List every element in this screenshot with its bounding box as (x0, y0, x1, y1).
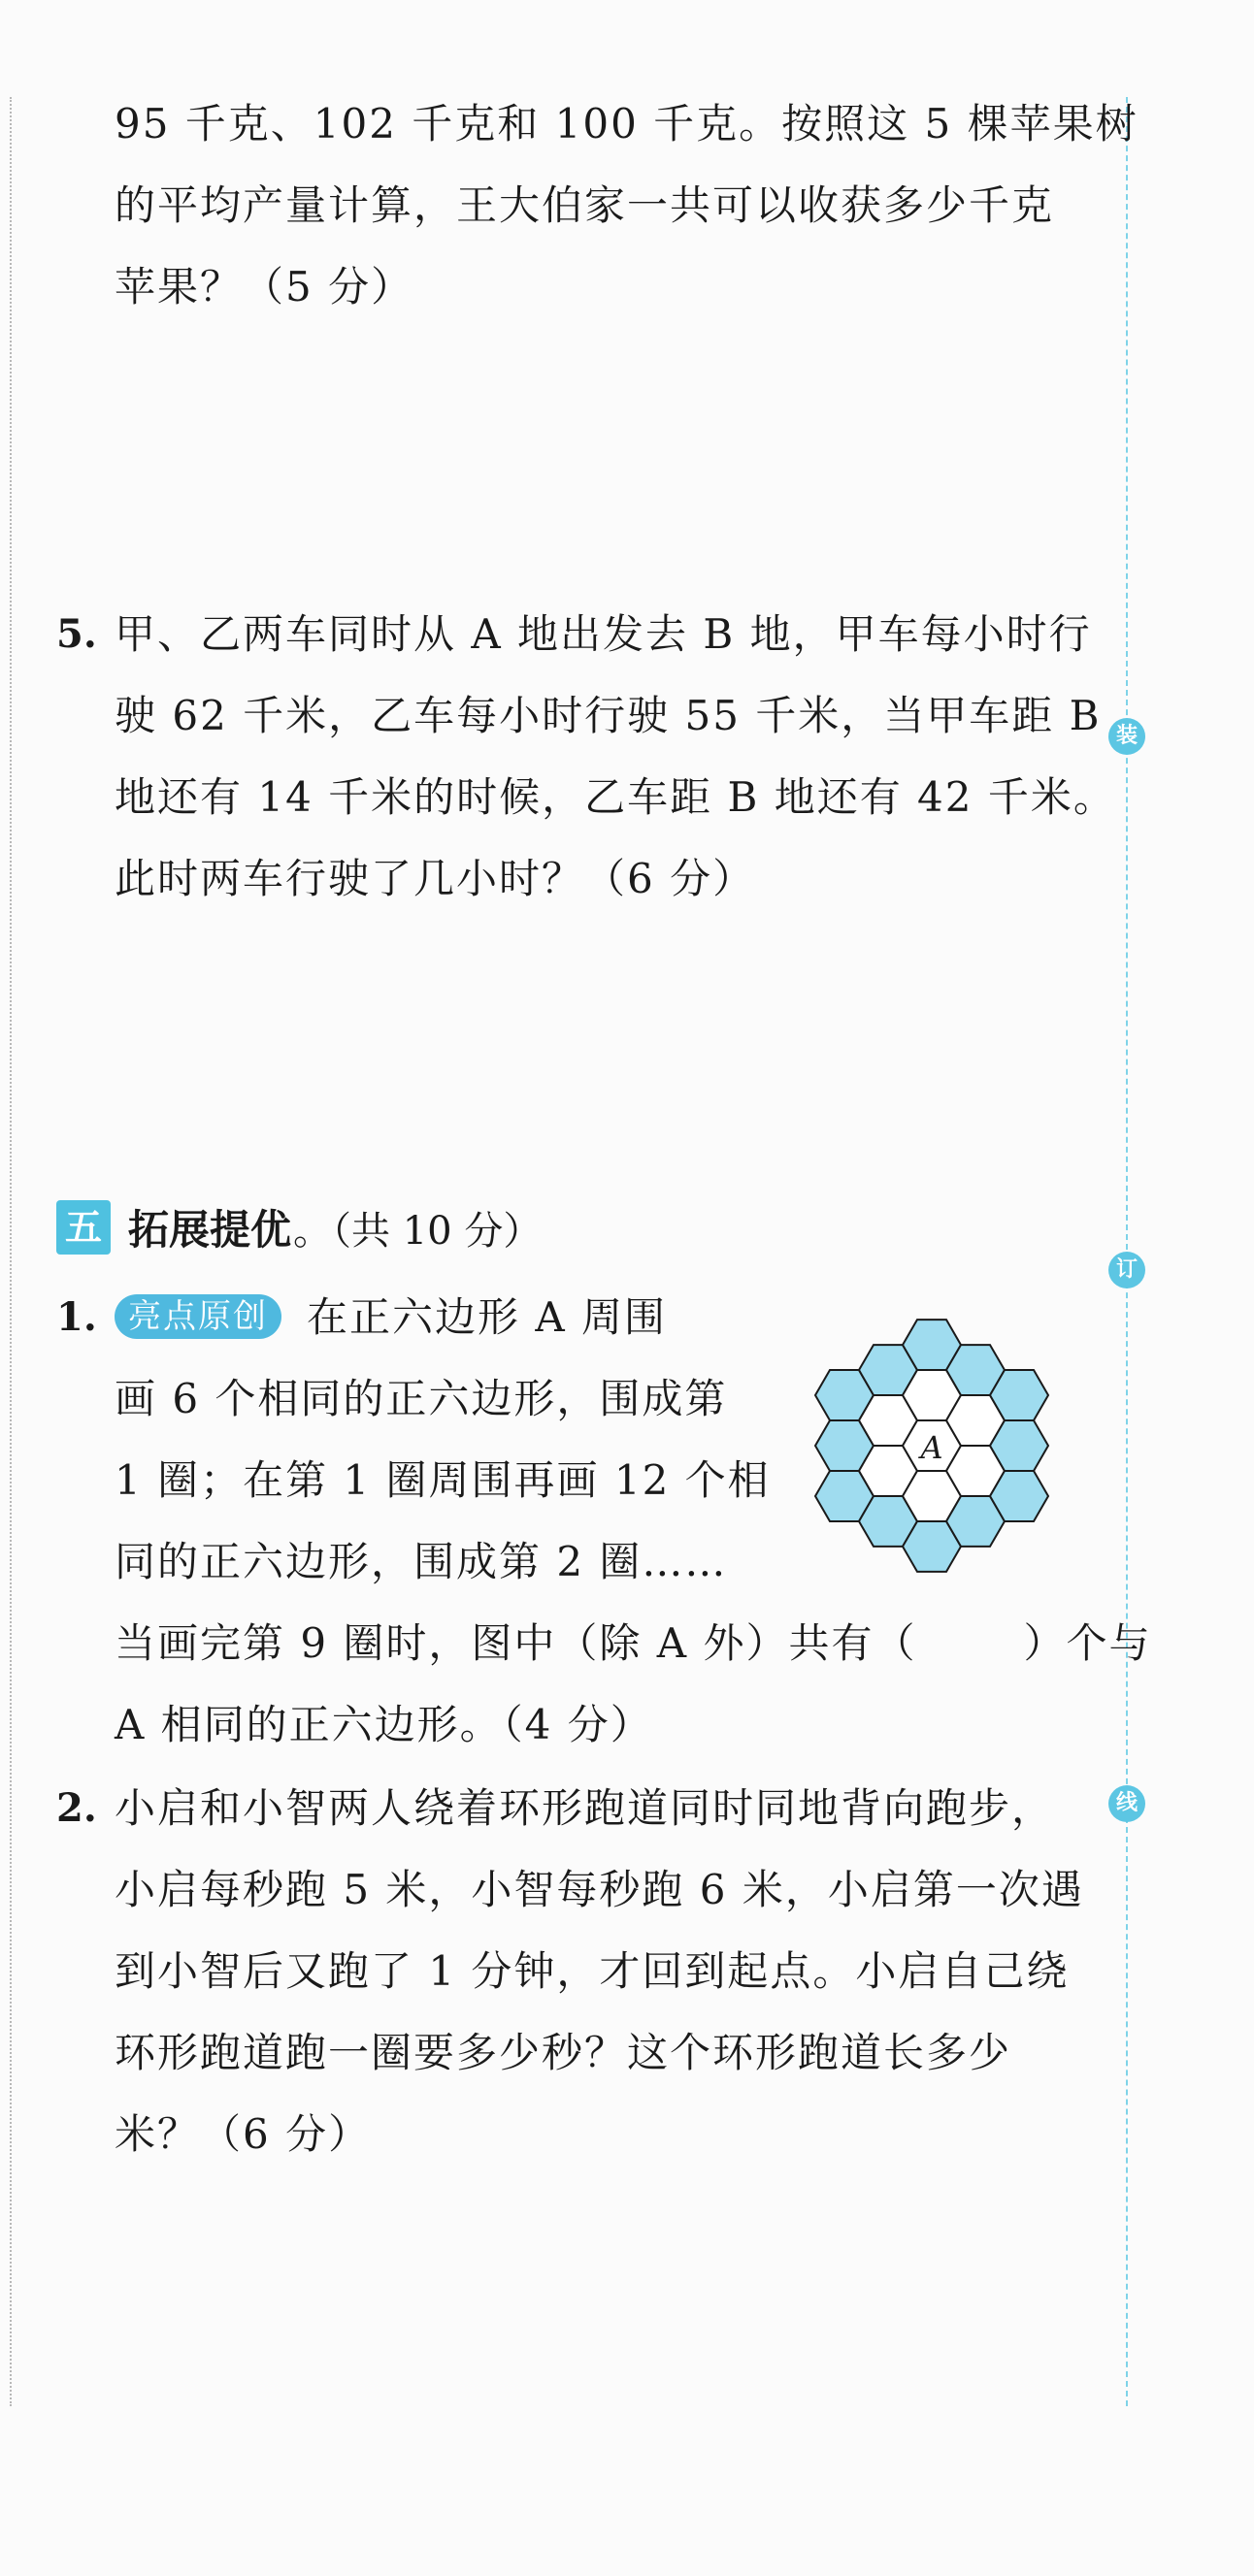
left-margin-dotted-line (10, 97, 12, 2406)
ext-question-2-number: 2. (56, 1785, 97, 1831)
ext-question-1-line-6: A 相同的正六边形。（4 分） (115, 1701, 653, 1748)
ext-question-1-line-3: 1 圈；在第 1 圈周围再画 12 个相 (115, 1456, 771, 1504)
binding-mark-ding: 订 (1108, 1252, 1145, 1288)
question-5-line-3: 地还有 14 千米的时候，乙车距 B 地还有 42 千米。 (115, 773, 1116, 821)
question-5-number: 5. (56, 611, 97, 657)
hexagon-figure (767, 1281, 1097, 1611)
question-5-line-4: 此时两车行驶了几小时？（6 分） (115, 855, 756, 902)
question-5-line-1: 甲、乙两车同时从 A 地出发去 B 地，甲车每小时行 (115, 610, 1092, 658)
section-5-badge: 五 (56, 1200, 111, 1255)
ext-question-2-line-2: 小启每秒跑 5 米，小智每秒跑 6 米，小启第一次遇 (115, 1866, 1084, 1913)
binding-mark-xian: 线 (1108, 1785, 1145, 1822)
ext-question-1-line-1-text: 在正六边形 A 周围 (307, 1293, 668, 1341)
ext-question-2-text (115, 1768, 1095, 2175)
section-5-header (56, 1193, 542, 1261)
ext-question-2-line-3: 到小智后又跑了 1 分钟，才回到起点。小启自己绕 (115, 1947, 1070, 1995)
question-4-line-3: 苹果？（5 分） (115, 263, 414, 310)
ext-question-1-line-5-before: 当画完第 9 圈时，图中（除 A 外）共有（ (115, 1619, 917, 1667)
section-5-score: 。（共 10 分） (293, 1208, 543, 1254)
section-5-title: 拓展提优 (128, 1206, 292, 1254)
original-tag: 亮点原创 (115, 1294, 281, 1339)
question-4-line-1: 95 千克、102 千克和 100 千克。按照这 5 棵苹果树 (115, 100, 1138, 147)
ext-question-1-number: 1. (56, 1294, 97, 1340)
question-5-line-2: 驶 62 千米，乙车每小时行驶 55 千米，当甲车距 B (115, 692, 1102, 739)
ext-question-2-line-4: 环形跑道跑一圈要多少秒？这个环形跑道长多少 (115, 2029, 1012, 2076)
binding-mark-zhuang: 装 (1108, 718, 1145, 755)
hexagon-center-label: A (920, 1429, 943, 1466)
ext-question-1-line-5-after: ）个与 (1023, 1619, 1152, 1667)
ext-question-2-line-1: 小启和小智两人绕着环形跑道同时同地背向跑步， (115, 1784, 1055, 1832)
ext-question-2-line-5: 米？（6 分） (115, 2110, 372, 2158)
ext-question-1-line-2: 画 6 个相同的正六边形，围成第 (115, 1375, 728, 1422)
ext-question-1-line-4: 同的正六边形，围成第 2 圈…… (115, 1538, 728, 1585)
question-4-line-2: 的平均产量计算，王大伯家一共可以收获多少千克 (115, 181, 1055, 229)
ext-question-1-line-5 (115, 1603, 1152, 1684)
question-5-text (115, 594, 1116, 920)
question-4-text (115, 83, 1138, 328)
